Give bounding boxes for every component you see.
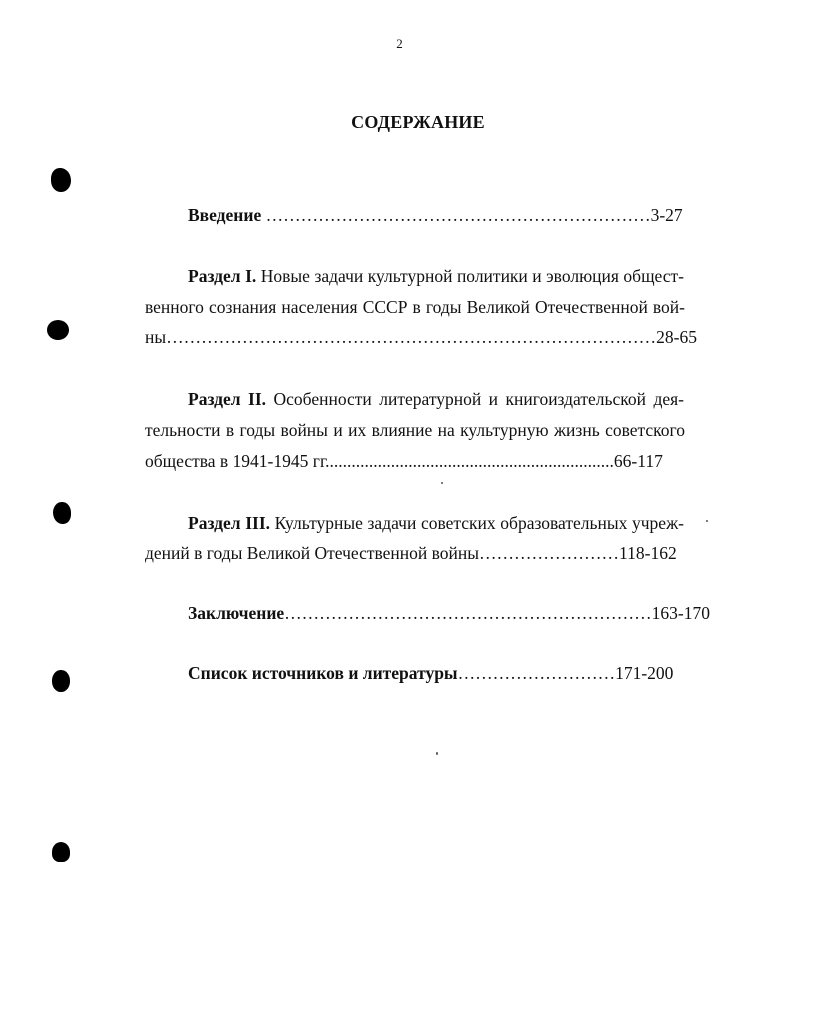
toc-section1-pages: 28-65 — [656, 327, 697, 347]
toc-entry-section1-line3 — [145, 322, 697, 352]
toc-section3-text1: Культурные задачи советских образовательных учреж- — [270, 513, 684, 533]
toc-intro-pages: 3-27 — [650, 205, 683, 225]
scan-speck — [706, 520, 708, 522]
toc-sources-pages: 171-200 — [615, 663, 674, 683]
toc-section3-pages: 118-162 — [619, 543, 677, 563]
toc-entry-section1-line2 — [145, 292, 685, 322]
toc-section1-text3: ны………………………………………………………………………… — [145, 327, 657, 347]
page-title: СОДЕРЖАНИЕ — [351, 112, 485, 132]
toc-section2-text2: тельности в годы войны и их влияние на культурную жизнь советского — [145, 420, 685, 440]
toc-entry-section2-line3 — [145, 446, 685, 476]
punch-hole-4 — [52, 670, 70, 692]
punch-hole-1 — [51, 168, 71, 192]
toc-conclusion-label: Заключение — [188, 603, 285, 623]
toc-conclusion-leader: ……………………………………………………… — [284, 603, 652, 623]
toc-section2-pages: 66-117 — [613, 451, 663, 471]
toc-entry-section1-line1 — [188, 261, 684, 291]
punch-hole-5 — [52, 842, 70, 862]
toc-sources-label: Список источников и литературы — [188, 663, 458, 683]
toc-entry-sources — [188, 658, 688, 688]
scan-speck — [436, 752, 438, 755]
toc-entry-section2-line2 — [145, 415, 685, 445]
toc-section1-text1: Новые задачи культурной политики и эволюция общест- — [256, 266, 684, 286]
toc-section2-text3: общества в 1941-1945 гг.................................................................. — [145, 451, 614, 471]
punch-hole-3 — [53, 502, 71, 524]
toc-section1-text2: венного сознания населения СССР в годы Великой Отечественной вой- — [145, 297, 685, 317]
scan-speck — [441, 482, 443, 484]
toc-section3-text2: дений в годы Великой Отечественной войны…………………… — [145, 543, 620, 563]
toc-intro-leader: ………………………………………………………… — [261, 205, 651, 225]
toc-entry-section3-line2 — [145, 538, 685, 568]
toc-entry-conclusion — [188, 598, 710, 628]
page-number: 2 — [396, 36, 403, 51]
toc-intro-label: Введение — [188, 205, 262, 225]
toc-entry-section2-line1 — [188, 384, 684, 414]
toc-entry-intro — [188, 200, 688, 230]
toc-section2-text1: Особенности литературной и книгоиздательской дея- — [266, 389, 684, 409]
toc-conclusion-pages: 163-170 — [651, 603, 710, 623]
toc-section3-label: Раздел III. — [188, 513, 271, 533]
toc-entry-section3-line1 — [188, 508, 684, 538]
toc-sources-leader: ……………………… — [457, 663, 616, 683]
toc-section2-label: Раздел II. — [188, 389, 267, 409]
toc-section1-label: Раздел I. — [188, 266, 257, 286]
punch-hole-2 — [47, 320, 69, 340]
